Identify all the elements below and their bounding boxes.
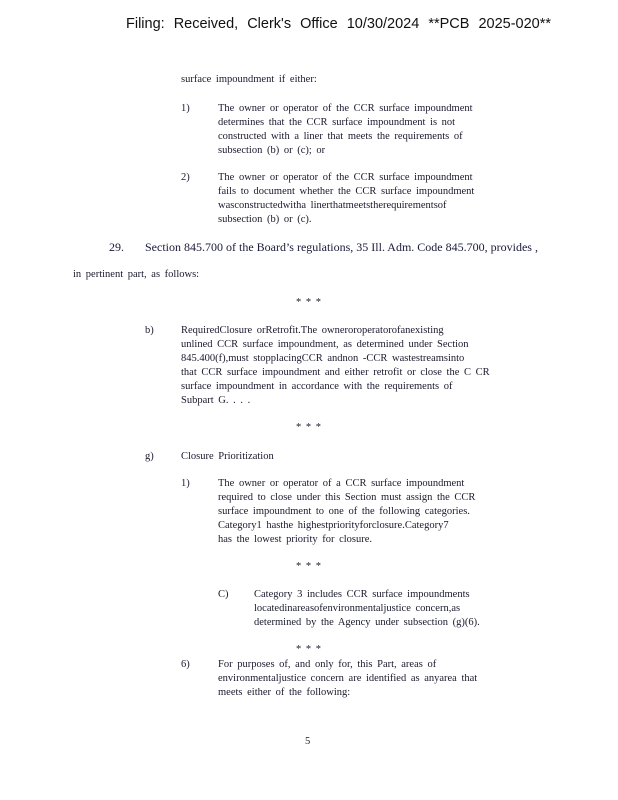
text-line: has the lowest priority for closure. [218, 534, 373, 545]
text-line: that CCR surface impoundment and either retrofit or close the C CR [181, 367, 490, 378]
paragraph-number: 29. [109, 240, 124, 254]
list-item-text [218, 477, 475, 547]
page-number: 5 [305, 736, 311, 747]
list-item-text [254, 588, 480, 630]
list-item-text [218, 658, 477, 700]
list-item-number: 6) [181, 659, 190, 670]
text-line: surface impoundment to one of the following categories. [218, 506, 470, 517]
section-label: b) [145, 325, 154, 336]
filing-stamp: Filing: Received, Clerk's Office 10/30/2024 **PCB 2025-020** [126, 16, 552, 32]
list-item-number: 1) [181, 478, 190, 489]
list-item-text [218, 102, 473, 158]
paragraph-text: Section 845.700 of the Board’s regulations, 35 Ill. Adm. Code 845.700, provides , [145, 240, 538, 254]
paragraph-text-continued: in pertinent part, as follows: [73, 269, 200, 280]
text-line: Subpart G. . . . [181, 395, 251, 406]
text-line: required to close under this Section must assign the CCR [218, 492, 476, 503]
ellipsis-separator: * * * [296, 644, 321, 655]
ellipsis-separator: * * * [296, 297, 321, 308]
text-line: unlined CCR surface impoundment, as determined under Section [181, 339, 469, 350]
section-label: g) [145, 451, 154, 462]
text-line: 845.400(f),must stopplacingCCR andnon -CCR wastestreamsinto [181, 353, 465, 364]
text-line: wasconstructedwitha linerthatmeetstherequirementsof [218, 200, 447, 211]
text-line: meets either of the following: [218, 687, 351, 698]
text-line: surface impoundment in accordance with the requirements of [181, 381, 453, 392]
section-b-text [181, 324, 490, 408]
text-line: constructed with a liner that meets the requirements of [218, 131, 463, 142]
ellipsis-separator: * * * [296, 422, 321, 433]
text-line: Category 3 includes CCR surface impoundments [254, 589, 470, 600]
list-item-number: C) [218, 589, 229, 600]
text-line: Category1 hasthe highestpriorityforclosure.Category7 [218, 520, 449, 531]
intro-line: surface impoundment if either: [181, 74, 317, 85]
text-line: For purposes of, and only for, this Part, areas of [218, 659, 437, 670]
text-line: determines that the CCR surface impoundment is not [218, 117, 456, 128]
ellipsis-separator: * * * [296, 561, 321, 572]
text-line: The owner or operator of the CCR surface impoundment [218, 172, 473, 183]
text-line: determined by the Agency under subsection (g)(6). [254, 617, 480, 628]
text-line: subsection (b) or (c); or [218, 145, 326, 156]
text-line: fails to document whether the CCR surface impoundment [218, 186, 475, 197]
text-line: locatedinareasofenvironmentaljustice concern,as [254, 603, 461, 614]
text-line: RequiredClosure orRetrofit.The owneroroperatorofanexisting [181, 325, 444, 336]
list-item-number: 1) [181, 103, 190, 114]
list-item-number: 2) [181, 172, 190, 183]
section-title: Closure Prioritization [181, 451, 274, 462]
text-line: subsection (b) or (c). [218, 214, 312, 225]
text-line: The owner or operator of the CCR surface impoundment [218, 103, 473, 114]
text-line: environmentaljustice concern are identified as anyarea that [218, 673, 478, 684]
list-item-text [218, 171, 474, 227]
text-line: The owner or operator of a CCR surface impoundment [218, 478, 465, 489]
